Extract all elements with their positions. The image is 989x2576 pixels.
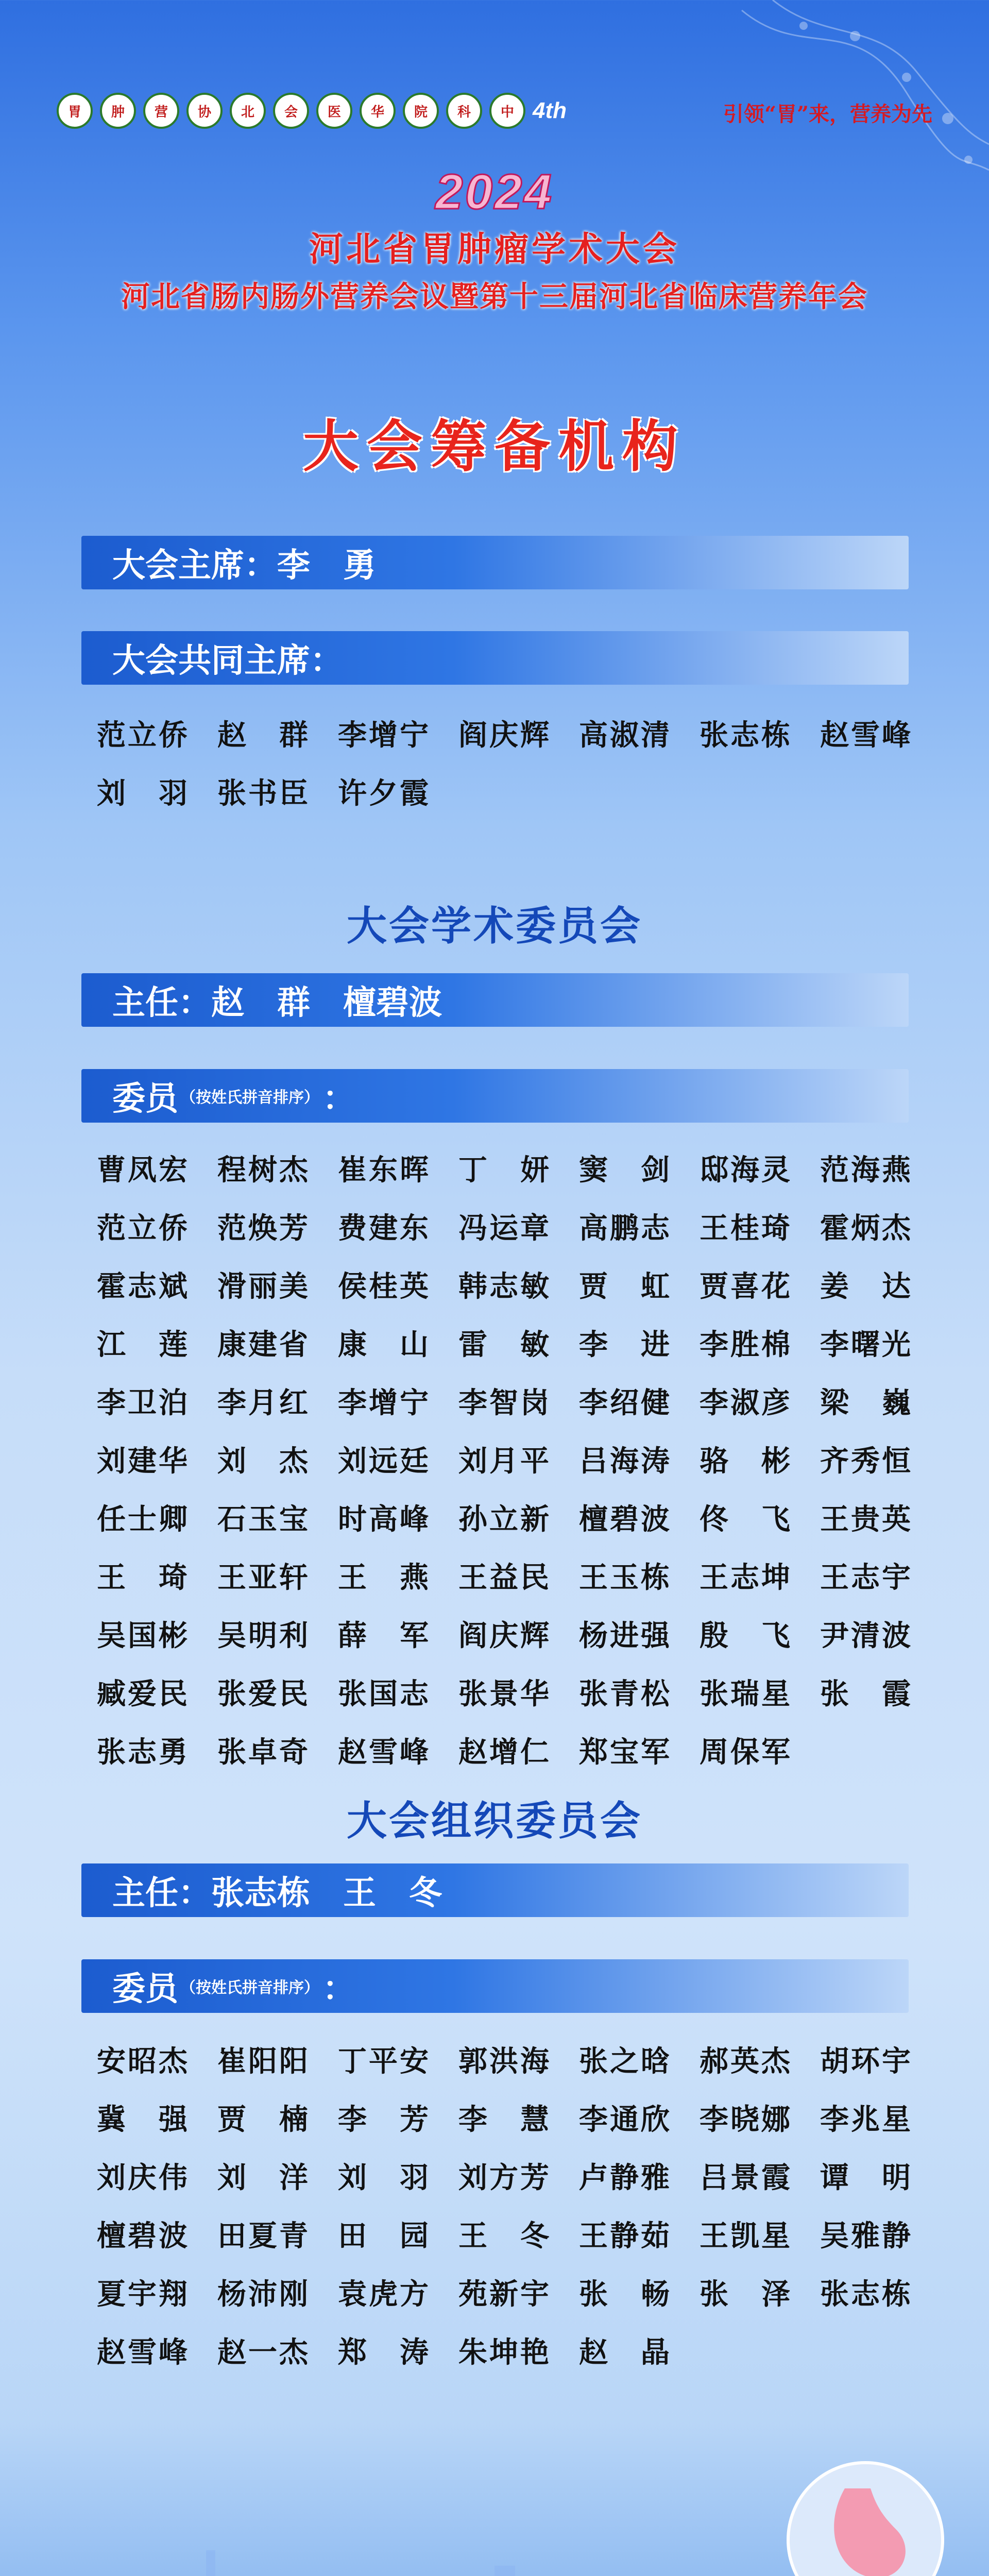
sponsor-logo: 胃 xyxy=(57,93,93,129)
person-name: 费 建 东 xyxy=(338,1211,429,1245)
person-name: 苑 新 宇 xyxy=(458,2277,549,2311)
person-name: 赵 雪 峰 xyxy=(97,2335,187,2369)
person-name: 康 山 xyxy=(338,1327,429,1362)
person-name: 李 慧 xyxy=(458,2102,549,2137)
person-name: 王 凯 星 xyxy=(700,2218,790,2253)
person-name: 刘 洋 xyxy=(217,2160,308,2195)
person-name: 刘 羽 xyxy=(97,776,187,810)
sponsor-logo: 肿 xyxy=(100,93,136,129)
person-name: 张 志 栋 xyxy=(700,718,790,752)
person-name: 臧 爱 民 xyxy=(97,1676,187,1711)
person-name: 杨 沛 刚 xyxy=(217,2277,308,2311)
person-name: 刘 羽 xyxy=(338,2160,429,2195)
organizing-members-bar xyxy=(81,1959,909,2013)
name-row xyxy=(97,1663,941,1721)
person-name: 赵 一 杰 xyxy=(217,2335,308,2369)
person-name: 李 通 欣 xyxy=(579,2102,670,2137)
person-name: 张 青 松 xyxy=(579,1676,670,1711)
person-name: 李 胜 棉 xyxy=(700,1327,790,1362)
person-name: 张 志 勇 xyxy=(97,1735,187,1769)
organizing-director-bar xyxy=(81,1863,909,1917)
person-name: 王 志 宇 xyxy=(820,1560,911,1595)
sponsor-logo: 科 xyxy=(446,93,482,129)
person-name: 许 夕 霞 xyxy=(338,776,429,810)
organizing-member-names xyxy=(97,2030,941,2379)
person-name: 霍 志 斌 xyxy=(97,1269,187,1303)
sponsor-logo: 院 xyxy=(403,93,439,129)
person-name: 康 建 省 xyxy=(217,1327,308,1362)
person-name: 孙 立 新 xyxy=(458,1502,549,1536)
colon: ： xyxy=(178,1874,211,1912)
event-year: 2024 xyxy=(435,164,554,219)
person-name: 杨 进 强 xyxy=(579,1618,670,1653)
person-name: 李 进 xyxy=(579,1327,670,1362)
academic-committee-title: 大会学术委员会 xyxy=(346,903,642,950)
person-name: 阎 庆 辉 xyxy=(458,1618,549,1653)
person-name: 侯 桂 英 xyxy=(338,1269,429,1303)
academic-director-bar xyxy=(81,973,909,1027)
person-name: 丁 平 安 xyxy=(338,2044,429,2078)
colon: ： xyxy=(178,984,211,1022)
person-name: 张 霞 xyxy=(820,1676,911,1711)
person-name: 骆 彬 xyxy=(700,1444,790,1478)
co-chair-bar xyxy=(81,631,909,685)
person-name: 郑 宝 军 xyxy=(579,1735,670,1769)
person-name: 王 冬 xyxy=(458,2218,549,2253)
person-name: 殷 飞 xyxy=(700,1618,790,1653)
person-name: 田 园 xyxy=(338,2218,429,2253)
person-name: 刘 杰 xyxy=(217,1444,308,1478)
chair-value: 李 勇 xyxy=(277,546,376,585)
person-name: 张 卓 奇 xyxy=(217,1735,308,1769)
person-name: 张 景 华 xyxy=(458,1676,549,1711)
person-name: 张 国 志 xyxy=(338,1676,429,1711)
person-name: 张 爱 民 xyxy=(217,1676,308,1711)
name-row xyxy=(97,1255,941,1313)
person-name: 卢 静 雅 xyxy=(579,2160,670,2195)
person-name: 冯 运 章 xyxy=(458,1211,549,1245)
person-name: 滑 丽 美 xyxy=(217,1269,308,1303)
person-name: 韩 志 敏 xyxy=(458,1269,549,1303)
academic-director-value: 赵 群 檀碧波 xyxy=(211,984,442,1022)
person-name: 阎 庆 辉 xyxy=(458,718,549,752)
name-row xyxy=(97,2263,941,2321)
colon: ： xyxy=(310,641,343,680)
person-name: 邸 海 灵 xyxy=(700,1153,790,1187)
organizing-members-label: 委员 xyxy=(112,1970,178,2008)
person-name: 郭 洪 海 xyxy=(458,2044,549,2078)
person-name: 雷 敏 xyxy=(458,1327,549,1362)
name-row xyxy=(97,1197,941,1255)
person-name: 江 莲 xyxy=(97,1327,187,1362)
name-row xyxy=(97,2088,941,2146)
organizing-committee-title: 大会组织委员会 xyxy=(346,1798,642,1844)
person-name: 贾 楠 xyxy=(217,2102,308,2137)
person-name: 李 淑 彦 xyxy=(700,1385,790,1420)
person-name: 赵 增 仁 xyxy=(458,1735,549,1769)
sponsor-logo: 华 xyxy=(360,93,396,129)
sponsor-logo: 医 xyxy=(316,93,352,129)
person-name: 李 兆 星 xyxy=(820,2102,911,2137)
person-name: 夏 宇 翔 xyxy=(97,2277,187,2311)
person-name: 李 芳 xyxy=(338,2102,429,2137)
person-name: 李 智 岗 xyxy=(458,1385,549,1420)
person-name: 薛 军 xyxy=(338,1618,429,1653)
person-name: 吕 景 霞 xyxy=(700,2160,790,2195)
skyline-illustration xyxy=(0,2411,989,2576)
person-name: 张 书 臣 xyxy=(217,776,308,810)
person-name: 王 玉 栋 xyxy=(579,1560,670,1595)
person-name: 刘 方 芳 xyxy=(458,2160,549,2195)
sponsor-logo: 北 xyxy=(230,93,266,129)
person-name: 崔 阳 阳 xyxy=(217,2044,308,2078)
person-name: 安 昭 杰 xyxy=(97,2044,187,2078)
person-name: 王 贵 英 xyxy=(820,1502,911,1536)
person-name: 王 桂 琦 xyxy=(700,1211,790,1245)
person-name: 尹 清 波 xyxy=(820,1618,911,1653)
slogan: 引领“胃”来，营养为先 xyxy=(723,102,932,126)
academic-members-label: 委员 xyxy=(112,1079,178,1118)
person-name: 王 琦 xyxy=(97,1560,187,1595)
person-name: 高 淑 清 xyxy=(579,718,670,752)
sponsor-logo: 会 xyxy=(273,93,309,129)
person-name: 梁 巍 xyxy=(820,1385,911,1420)
event-subtitle: 河北省肠内肠外营养会议暨第十三届河北省临床营养年会 xyxy=(121,280,868,314)
person-name: 崔 东 晖 xyxy=(338,1153,429,1187)
person-name: 赵 雪 峰 xyxy=(338,1735,429,1769)
person-name: 范 立 侨 xyxy=(97,1211,187,1245)
person-name: 贾 喜 花 xyxy=(700,1269,790,1303)
person-name: 冀 强 xyxy=(97,2102,187,2137)
sponsor-logo: 营 xyxy=(143,93,179,129)
person-name: 王 益 民 xyxy=(458,1560,549,1595)
academic-members-bar xyxy=(81,1069,909,1123)
person-name: 曹 凤 宏 xyxy=(97,1153,187,1187)
academic-member-names xyxy=(97,1139,941,1779)
person-name: 张 畅 xyxy=(579,2277,670,2311)
person-name: 王 燕 xyxy=(338,1560,429,1595)
colon: ： xyxy=(322,1079,355,1118)
colon: ： xyxy=(244,546,277,585)
chair-bar xyxy=(81,536,909,589)
person-name: 田 夏 青 xyxy=(217,2218,308,2253)
co-chair-label: 大会共同主席 xyxy=(112,641,310,680)
chair-label: 大会主席 xyxy=(112,546,244,585)
person-name: 丁 妍 xyxy=(458,1153,549,1187)
organizing-director-label: 主任 xyxy=(112,1874,178,1912)
person-name: 佟 飞 xyxy=(700,1502,790,1536)
person-name: 窦 剑 xyxy=(579,1153,670,1187)
person-name: 李 增 宁 xyxy=(338,1385,429,1420)
person-name: 刘 月 平 xyxy=(458,1444,549,1478)
person-name: 张 泽 xyxy=(700,2277,790,2311)
name-row xyxy=(97,1488,941,1546)
name-row xyxy=(97,762,941,820)
person-name: 张 志 栋 xyxy=(820,2277,911,2311)
person-name: 朱 坤 艳 xyxy=(458,2335,549,2369)
person-name: 齐 秀 恒 xyxy=(820,1444,911,1478)
person-name: 李 绍 健 xyxy=(579,1385,670,1420)
person-name: 赵 群 xyxy=(217,718,308,752)
sponsor-logos xyxy=(57,93,605,129)
person-name: 吴 雅 静 xyxy=(820,2218,911,2253)
person-name: 郑 涛 xyxy=(338,2335,429,2369)
header-banner xyxy=(0,0,989,402)
name-row xyxy=(97,2030,941,2088)
person-name: 时 高 峰 xyxy=(338,1502,429,1536)
name-row xyxy=(97,2205,941,2263)
person-name: 胡 环 宇 xyxy=(820,2044,911,2078)
name-row xyxy=(97,1546,941,1604)
person-name: 张 瑞 星 xyxy=(700,1676,790,1711)
person-name: 李 增 宁 xyxy=(338,718,429,752)
person-name: 檀 碧 波 xyxy=(97,2218,187,2253)
person-name: 谭 明 xyxy=(820,2160,911,2195)
person-name: 李 晓 娜 xyxy=(700,2102,790,2137)
person-name: 檀 碧 波 xyxy=(579,1502,670,1536)
person-name: 赵 晶 xyxy=(579,2335,670,2369)
person-name: 袁 虎 方 xyxy=(338,2277,429,2311)
person-name: 李 曙 光 xyxy=(820,1327,911,1362)
name-row xyxy=(97,1604,941,1663)
sponsor-logo: 协 xyxy=(186,93,223,129)
person-name: 范 焕 芳 xyxy=(217,1211,308,1245)
person-name: 刘 远 廷 xyxy=(338,1444,429,1478)
sort-note: （按姓氏拼音排序） xyxy=(180,1089,319,1107)
person-name: 王 志 坤 xyxy=(700,1560,790,1595)
main-heading: 大会筹备机构 xyxy=(302,414,686,479)
academic-director-label: 主任 xyxy=(112,984,178,1022)
colon: ： xyxy=(322,1970,355,2008)
person-name: 刘 庆 伟 xyxy=(97,2160,187,2195)
person-name: 高 鹏 志 xyxy=(579,1211,670,1245)
person-name: 李 卫 泊 xyxy=(97,1385,187,1420)
person-name: 姜 达 xyxy=(820,1269,911,1303)
organizing-director-value: 张志栋 王 冬 xyxy=(211,1874,442,1912)
name-row xyxy=(97,1430,941,1488)
person-name: 李 月 红 xyxy=(217,1385,308,1420)
name-row xyxy=(97,704,941,762)
sponsor-logo: 中 xyxy=(489,93,525,129)
person-name: 张 之 晗 xyxy=(579,2044,670,2078)
person-name: 吴 明 利 xyxy=(217,1618,308,1653)
name-row xyxy=(97,1139,941,1197)
name-row xyxy=(97,2321,941,2379)
person-name: 任 士 卿 xyxy=(97,1502,187,1536)
name-row xyxy=(97,2146,941,2205)
person-name: 赵 雪 峰 xyxy=(820,718,911,752)
person-name: 范 立 侨 xyxy=(97,718,187,752)
footer-decoration xyxy=(0,2411,989,2576)
sort-note: （按姓氏拼音排序） xyxy=(180,1979,319,1997)
person-name: 霍 炳 杰 xyxy=(820,1211,911,1245)
person-name: 贾 虹 xyxy=(579,1269,670,1303)
person-name: 石 玉 宝 xyxy=(217,1502,308,1536)
person-name: 吕 海 涛 xyxy=(579,1444,670,1478)
person-name: 刘 建 华 xyxy=(97,1444,187,1478)
person-name: 周 保 军 xyxy=(700,1735,790,1769)
person-name: 吴 国 彬 xyxy=(97,1618,187,1653)
person-name: 范 海 燕 xyxy=(820,1153,911,1187)
name-row xyxy=(97,1721,941,1779)
person-name: 郝 英 杰 xyxy=(700,2044,790,2078)
fourth-edition-logo: 4th xyxy=(533,98,567,123)
person-name: 王 亚 轩 xyxy=(217,1560,308,1595)
person-name: 程 树 杰 xyxy=(217,1153,308,1187)
event-title: 河北省胃肿瘤学术大会 xyxy=(309,229,680,269)
person-name: 王 静 茹 xyxy=(579,2218,670,2253)
name-row xyxy=(97,1371,941,1430)
co-chair-names xyxy=(97,704,941,820)
name-row xyxy=(97,1313,941,1371)
